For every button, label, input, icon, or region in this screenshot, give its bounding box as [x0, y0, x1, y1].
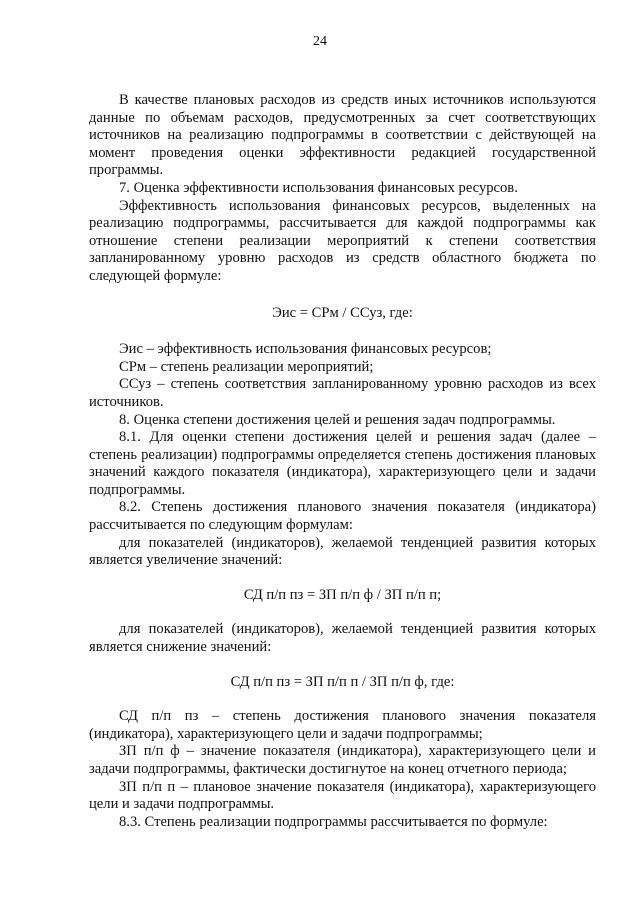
paragraph-8-2: 8.2. Степень достижения планового значения показателя (индикатора) рассчитывается по следующим формулам:	[89, 499, 596, 534]
paragraph-8-1: 8.1. Для оценки степени достижения целей и решения задач (далее – степень реализации) подпрограммы определяется степень достижения плановых значений каждого показателя (индикатора), характеризующего цели и задачи подпрограммы.	[89, 429, 596, 498]
formula-eis: Эис = СРм / ССуз, где:	[272, 304, 413, 321]
formula-sd-decrease: СД п/п пз = ЗП п/п п / ЗП п/п ф, где:	[230, 673, 455, 690]
definition-srm: СРм – степень реализации мероприятий;	[119, 358, 374, 375]
definition-zp-plan: ЗП п/п п – плановое значение показателя (индикатора), характеризующего цели и задачи подпрограммы.	[89, 778, 596, 813]
paragraph-increase-case: для показателей (индикаторов), желаемой тенденцией развития которых является увеличение значений:	[89, 534, 596, 569]
definition-ssuz: ССуз – степень соответствия запланированному уровню расходов из всех источников.	[89, 376, 596, 410]
heading-section-8: 8. Оценка степени достижения целей и решения задач подпрограммы.	[119, 411, 556, 428]
document-body	[89, 92, 596, 831]
paragraph-decrease-case: для показателей (индикаторов), желаемой тенденцией развития которых является снижение значений:	[89, 621, 596, 656]
formula-sd-increase: СД п/п пз = ЗП п/п ф / ЗП п/п п;	[243, 586, 442, 603]
paragraph-8-3: 8.3. Степень реализации подпрограммы рассчитывается по формуле:	[119, 813, 548, 830]
definition-zp-fact: ЗП п/п ф – значение показателя (индикатора), характеризующего цели и задачи подпрограммы, фактически достигнутое на конец отчетного периода;	[89, 743, 596, 777]
heading-section-7: 7. Оценка эффективности использования финансовых ресурсов.	[119, 179, 518, 196]
definition-eis: Эис – эффективность использования финансовых ресурсов;	[119, 341, 492, 358]
page-number: 24	[313, 34, 327, 49]
paragraph-efficiency-definition: Эффективность использования финансовых ресурсов, выделенных на реализацию подпрограммы, рассчитывается для каждой подпрограммы как отношение степени реализации мероприятий к степени соответствия запланированному уровню расходов из средств областного бюджета по следующей формуле:	[89, 197, 596, 284]
definition-sd: СД п/п пз – степень достижения планового значения показателя (индикатора), характеризующего цели и задачи подпрограммы;	[89, 708, 596, 742]
paragraph-planned-expenses: В качестве плановых расходов из средств иных источников используются данные по объемам расходов, предусмотренных за счет соответствующих источников на реализацию подпрограммы в соответствии с действующей на момент проведения оценки эффективности редакцией государственной программы.	[89, 92, 596, 179]
